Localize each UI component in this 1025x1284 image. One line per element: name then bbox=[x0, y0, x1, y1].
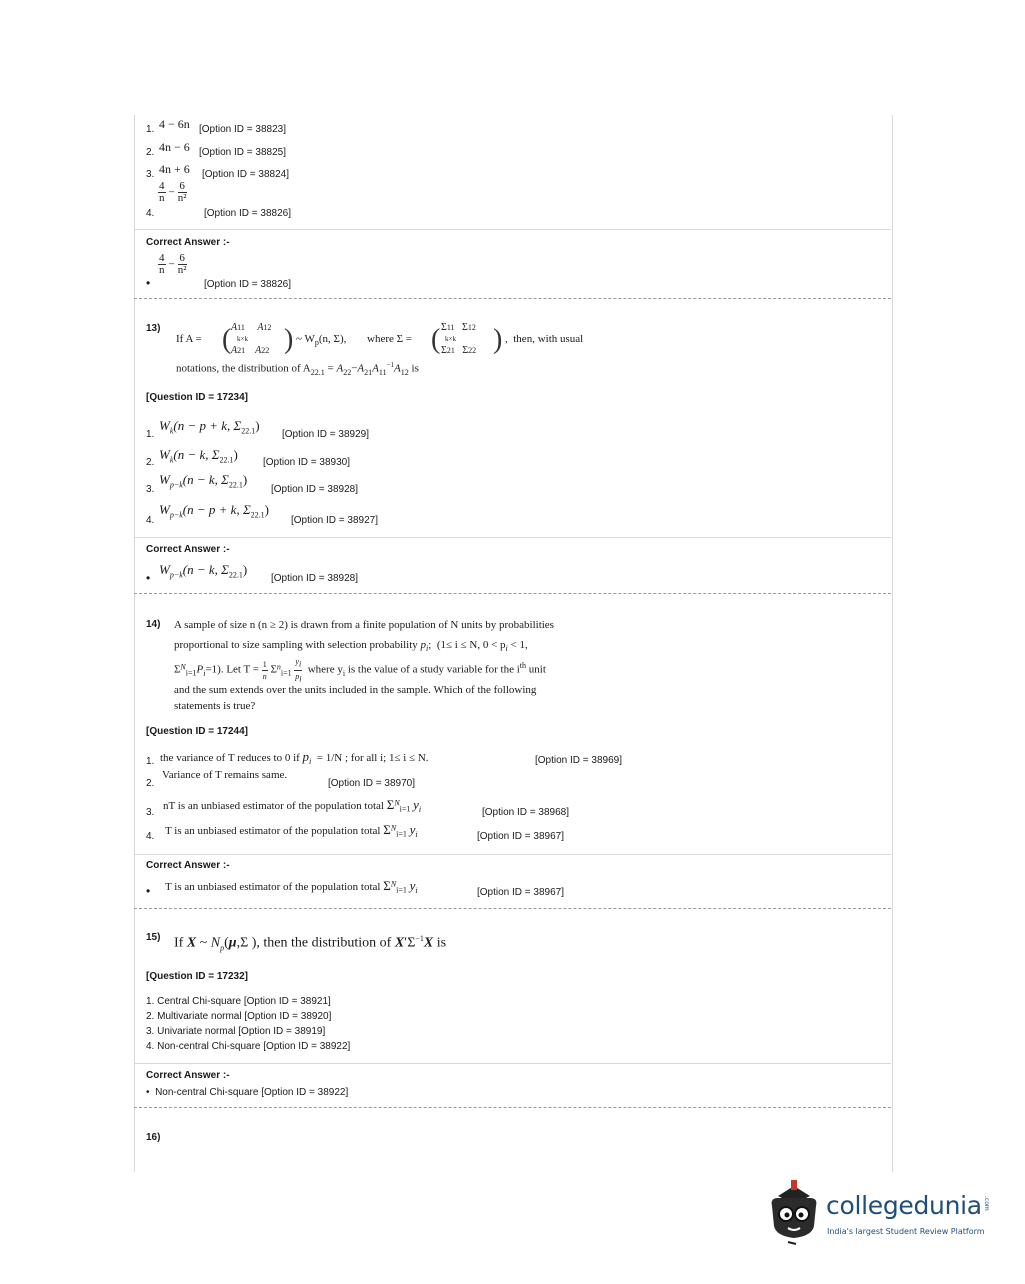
option-text: the variance of T reduces to 0 if $p_i = 1/N$ ; for all i; 1≤ i ≤ N. bbox=[160, 749, 429, 767]
matrix-bracket-left: ( bbox=[431, 324, 441, 355]
matrix-a: A11 A12 k×k A21 A22 bbox=[231, 322, 272, 356]
option-id: [Option ID = 38823] bbox=[199, 124, 287, 135]
question-separator bbox=[134, 298, 891, 299]
option-expression: $W_k(n - p + k$, $\Sigma_{22.1}$) bbox=[159, 418, 260, 436]
mascot-icon bbox=[764, 1176, 824, 1248]
option-id: [Option ID = 38824] bbox=[202, 169, 290, 180]
question-text: If A = bbox=[176, 333, 202, 345]
question-text: , then, with usual bbox=[505, 333, 584, 345]
option-number: 1. bbox=[146, 124, 155, 135]
option-number: 4. bbox=[146, 515, 155, 526]
correct-answer-expression: $W_{p-k}(n - k$, $\Sigma_{22.1}$) bbox=[159, 562, 248, 580]
correct-answer-label: Correct Answer :- bbox=[146, 237, 230, 248]
question-separator bbox=[134, 908, 891, 909]
question-text: A sample of size n (n ≥ 2) is drawn from a finite population of N units by probabilities bbox=[174, 619, 554, 631]
question-number: 16) bbox=[146, 1132, 161, 1143]
divider bbox=[134, 537, 891, 538]
option-number: 4. bbox=[146, 831, 155, 842]
matrix-bracket-right: ) bbox=[493, 324, 503, 355]
option-text: 2. Multivariate normal [Option ID = 38920] bbox=[146, 1011, 332, 1022]
correct-answer-text: • Non-central Chi-square [Option ID = 38922] bbox=[146, 1087, 349, 1098]
correct-answer-expression: $\frac{4}{n}$ − $\frac{6}{\text{n²}}$ bbox=[159, 252, 187, 276]
option-fraction-expression: $\frac{4}{n}$ − $\frac{6}{\text{n²}}$ bbox=[159, 180, 187, 204]
question-id: [Question ID = 17234] bbox=[146, 392, 248, 403]
option-id: [Option ID = 38970] bbox=[328, 778, 416, 789]
question-number: 14) bbox=[146, 619, 161, 630]
matrix-sigma: Σ11 Σ12 k×k Σ21 Σ22 bbox=[441, 322, 477, 356]
option-expression: $W_k(n - k$, $\Sigma_{22.1}$) bbox=[159, 447, 238, 465]
correct-option-id: [Option ID = 38928] bbox=[271, 573, 359, 584]
logo-suffix: .com bbox=[983, 1196, 990, 1211]
option-number: 2. bbox=[146, 147, 155, 158]
divider bbox=[134, 854, 891, 855]
option-id: [Option ID = 38969] bbox=[535, 755, 623, 766]
question-separator bbox=[134, 593, 891, 594]
question-text: statements is true? bbox=[174, 700, 256, 712]
bullet-icon: • bbox=[146, 884, 151, 898]
correct-answer-label: Correct Answer :- bbox=[146, 1070, 230, 1081]
logo-tagline: India's largest Student Review Platform bbox=[827, 1227, 985, 1236]
option-id: [Option ID = 38826] bbox=[204, 208, 292, 219]
option-id: [Option ID = 38825] bbox=[199, 147, 287, 158]
option-text: nT is an unbiased estimator of the population total $\Sigma^N_{i=1}$ $y_i$ bbox=[163, 797, 422, 815]
correct-answer-label: Correct Answer :- bbox=[146, 544, 230, 555]
option-number: 3. bbox=[146, 169, 155, 180]
correct-answer-label: Correct Answer :- bbox=[146, 860, 230, 871]
option-expression: $W_{p-k}(n - p + k$, $\Sigma_{22.1}$) bbox=[159, 502, 270, 520]
option-expression: 4n − 6 bbox=[159, 140, 190, 154]
option-id: [Option ID = 38928] bbox=[271, 484, 359, 495]
option-id: [Option ID = 38968] bbox=[482, 807, 570, 818]
question-text: proportional to size sampling with selection probability $p_i$; (1≤ i ≤ N, $0 < p_i < 1$, bbox=[174, 639, 528, 654]
option-text: 4. Non-central Chi-square [Option ID = 38922] bbox=[146, 1041, 351, 1052]
question-text: ~ $W_p(n$, Σ), bbox=[296, 333, 347, 348]
option-text: T is an unbiased estimator of the population total $\Sigma^N_{i=1}$ $y_i$ bbox=[165, 822, 418, 840]
question-text: and the sum extends over the units included in the sample. Which of the following bbox=[174, 684, 537, 696]
option-expression: 4 − 6n bbox=[159, 117, 190, 131]
question-id: [Question ID = 17232] bbox=[146, 971, 248, 982]
option-expression: 4n + 6 bbox=[159, 162, 190, 176]
option-id: [Option ID = 38930] bbox=[263, 457, 351, 468]
option-number: 1. bbox=[146, 429, 155, 440]
question-text: where Σ = bbox=[367, 333, 412, 345]
bullet-icon: • bbox=[146, 571, 151, 585]
correct-answer-text: T is an unbiased estimator of the population total $\Sigma^N_{i=1}$ $y_i$ bbox=[165, 878, 418, 896]
option-id: [Option ID = 38967] bbox=[477, 831, 565, 842]
option-number: 4. bbox=[146, 208, 155, 219]
option-text: Variance of T remains same. bbox=[162, 769, 288, 781]
option-id: [Option ID = 38929] bbox=[282, 429, 370, 440]
option-number: 3. bbox=[146, 807, 155, 818]
question-number: 15) bbox=[146, 932, 161, 943]
matrix-bracket-right: ) bbox=[284, 324, 294, 355]
question-text: If X ~ $N_p(\mu,\Sigma$ ), then the distribution of $X'\Sigma^{-1}X$ is bbox=[174, 934, 447, 953]
question-separator bbox=[134, 1107, 891, 1108]
correct-option-id: [Option ID = 38967] bbox=[477, 887, 565, 898]
question-text: notations, the distribution of $A_{22.1} = A_{22}-A_{21}A_{11}^{-1}A_{12}$ is bbox=[176, 361, 419, 377]
option-number: 2. bbox=[146, 457, 155, 468]
bullet-icon: • bbox=[146, 276, 151, 290]
option-number: 3. bbox=[146, 484, 155, 495]
logo-wordmark: collegedunia bbox=[826, 1191, 982, 1220]
question-id: [Question ID = 17244] bbox=[146, 726, 248, 737]
option-text: 1. Central Chi-square [Option ID = 38921] bbox=[146, 996, 331, 1007]
question-text: $\Sigma^N_{i=1}P_i=1$). Let T = $\frac{1}{n}$ $\Sigma^n_{i=1}$ $\frac{y_i}{p_i}$ where $y_i$ is the value of a study variable for the $i^{th}$ unit bbox=[174, 657, 546, 684]
divider bbox=[134, 229, 891, 230]
option-expression: $W_{p-k}(n - k$, $\Sigma_{22.1}$) bbox=[159, 472, 248, 490]
option-id: [Option ID = 38927] bbox=[291, 515, 379, 526]
question-number: 13) bbox=[146, 323, 161, 334]
option-number: 1. bbox=[146, 756, 155, 767]
divider bbox=[134, 1063, 891, 1064]
option-text: 3. Univariate normal [Option ID = 38919] bbox=[146, 1026, 326, 1037]
correct-option-id: [Option ID = 38826] bbox=[204, 279, 292, 290]
matrix-bracket-left: ( bbox=[222, 324, 232, 355]
option-number: 2. bbox=[146, 778, 155, 789]
